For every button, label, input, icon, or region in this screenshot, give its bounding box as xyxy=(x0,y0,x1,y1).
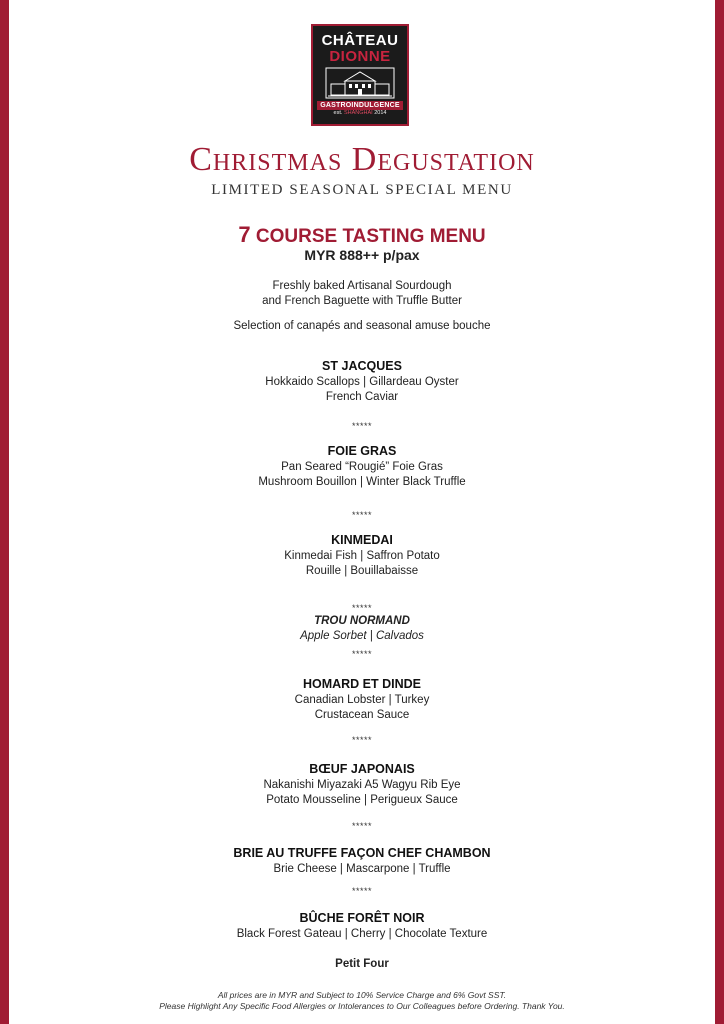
course-separator: ***** xyxy=(351,510,372,520)
course-homard-et-dinde: HOMARD ET DINDE Canadian Lobster | Turkey Crustacean Sauce xyxy=(0,676,724,723)
logo-established: est. SHANGHAI 2014 xyxy=(333,110,387,116)
course-name: BÛCHE FORÊT NOIR xyxy=(299,911,425,925)
menu-price: MYR 888++ p/pax xyxy=(304,247,420,263)
logo-line1: CHÂTEAU xyxy=(321,32,399,49)
course-st-jacques: ST JACQUES Hokkaido Scallops | Gillardeau Oyster French Caviar xyxy=(0,358,724,405)
chateau-building-icon xyxy=(325,67,395,99)
course-name: HOMARD ET DINDE xyxy=(302,677,422,691)
course-name: FOIE GRAS xyxy=(327,444,397,458)
page-subtitle: LIMITED SEASONAL SPECIAL MENU xyxy=(211,182,513,198)
page-title: Christmas Degustation xyxy=(189,141,535,178)
course-boeuf-japonais: BŒUF JAPONAIS Nakanishi Miyazaki A5 Wagyu Rib Eye Potato Mousseline | Perigueux Sauce xyxy=(0,761,724,808)
course-separator: ***** xyxy=(351,821,372,831)
footer-allergy-note: Please Highlight Any Specific Food Allergies or Intolerances to Our Colleagues before Ordering. Thank You. xyxy=(159,1001,565,1011)
canapes-description: Selection of canapés and seasonal amuse bouche xyxy=(233,320,491,332)
course-separator: ***** xyxy=(351,735,372,745)
footer-pricing-note: All prices are in MYR and Subject to 10% Service Charge and 6% Govt SST. xyxy=(217,990,507,1000)
logo-tagline: GASTROINDULGENCE xyxy=(317,101,403,110)
course-name: BRIE AU TRUFFE FAÇON CHEF CHAMBON xyxy=(233,846,491,860)
logo-line2: DIONNE xyxy=(329,48,391,65)
course-name: BŒUF JAPONAIS xyxy=(309,762,415,776)
course-separator: ***** xyxy=(351,603,372,613)
course-name: KINMEDAI xyxy=(331,533,393,547)
course-kinmedai: KINMEDAI Kinmedai Fish | Saffron Potato Rouille | Bouillabaisse xyxy=(0,532,724,579)
course-brie-au-truffe: BRIE AU TRUFFE FAÇON CHEF CHAMBON Brie Cheese | Mascarpone | Truffle xyxy=(0,845,724,877)
course-separator: ***** xyxy=(351,421,372,431)
footer-notes xyxy=(0,990,724,1012)
course-name: TROU NORMAND xyxy=(314,615,410,627)
menu-title: 7 COURSE TASTING MENU xyxy=(238,222,486,247)
petit-four: Petit Four xyxy=(335,958,389,970)
course-name: ST JACQUES xyxy=(322,359,402,373)
course-foie-gras: FOIE GRAS Pan Seared “Rougié” Foie Gras Mushroom Bouillon | Winter Black Truffle xyxy=(0,443,724,490)
restaurant-logo xyxy=(311,24,409,126)
bread-description: Freshly baked Artisanal Sourdough and French Baguette with Truffle Butter xyxy=(262,280,462,307)
course-buche-foret-noir: BÛCHE FORÊT NOIR Black Forest Gateau | Cherry | Chocolate Texture xyxy=(0,910,724,942)
course-separator: ***** xyxy=(351,886,372,896)
course-trou-normand: TROU NORMAND Apple Sorbet | Calvados xyxy=(0,614,724,644)
course-separator: ***** xyxy=(351,649,372,659)
